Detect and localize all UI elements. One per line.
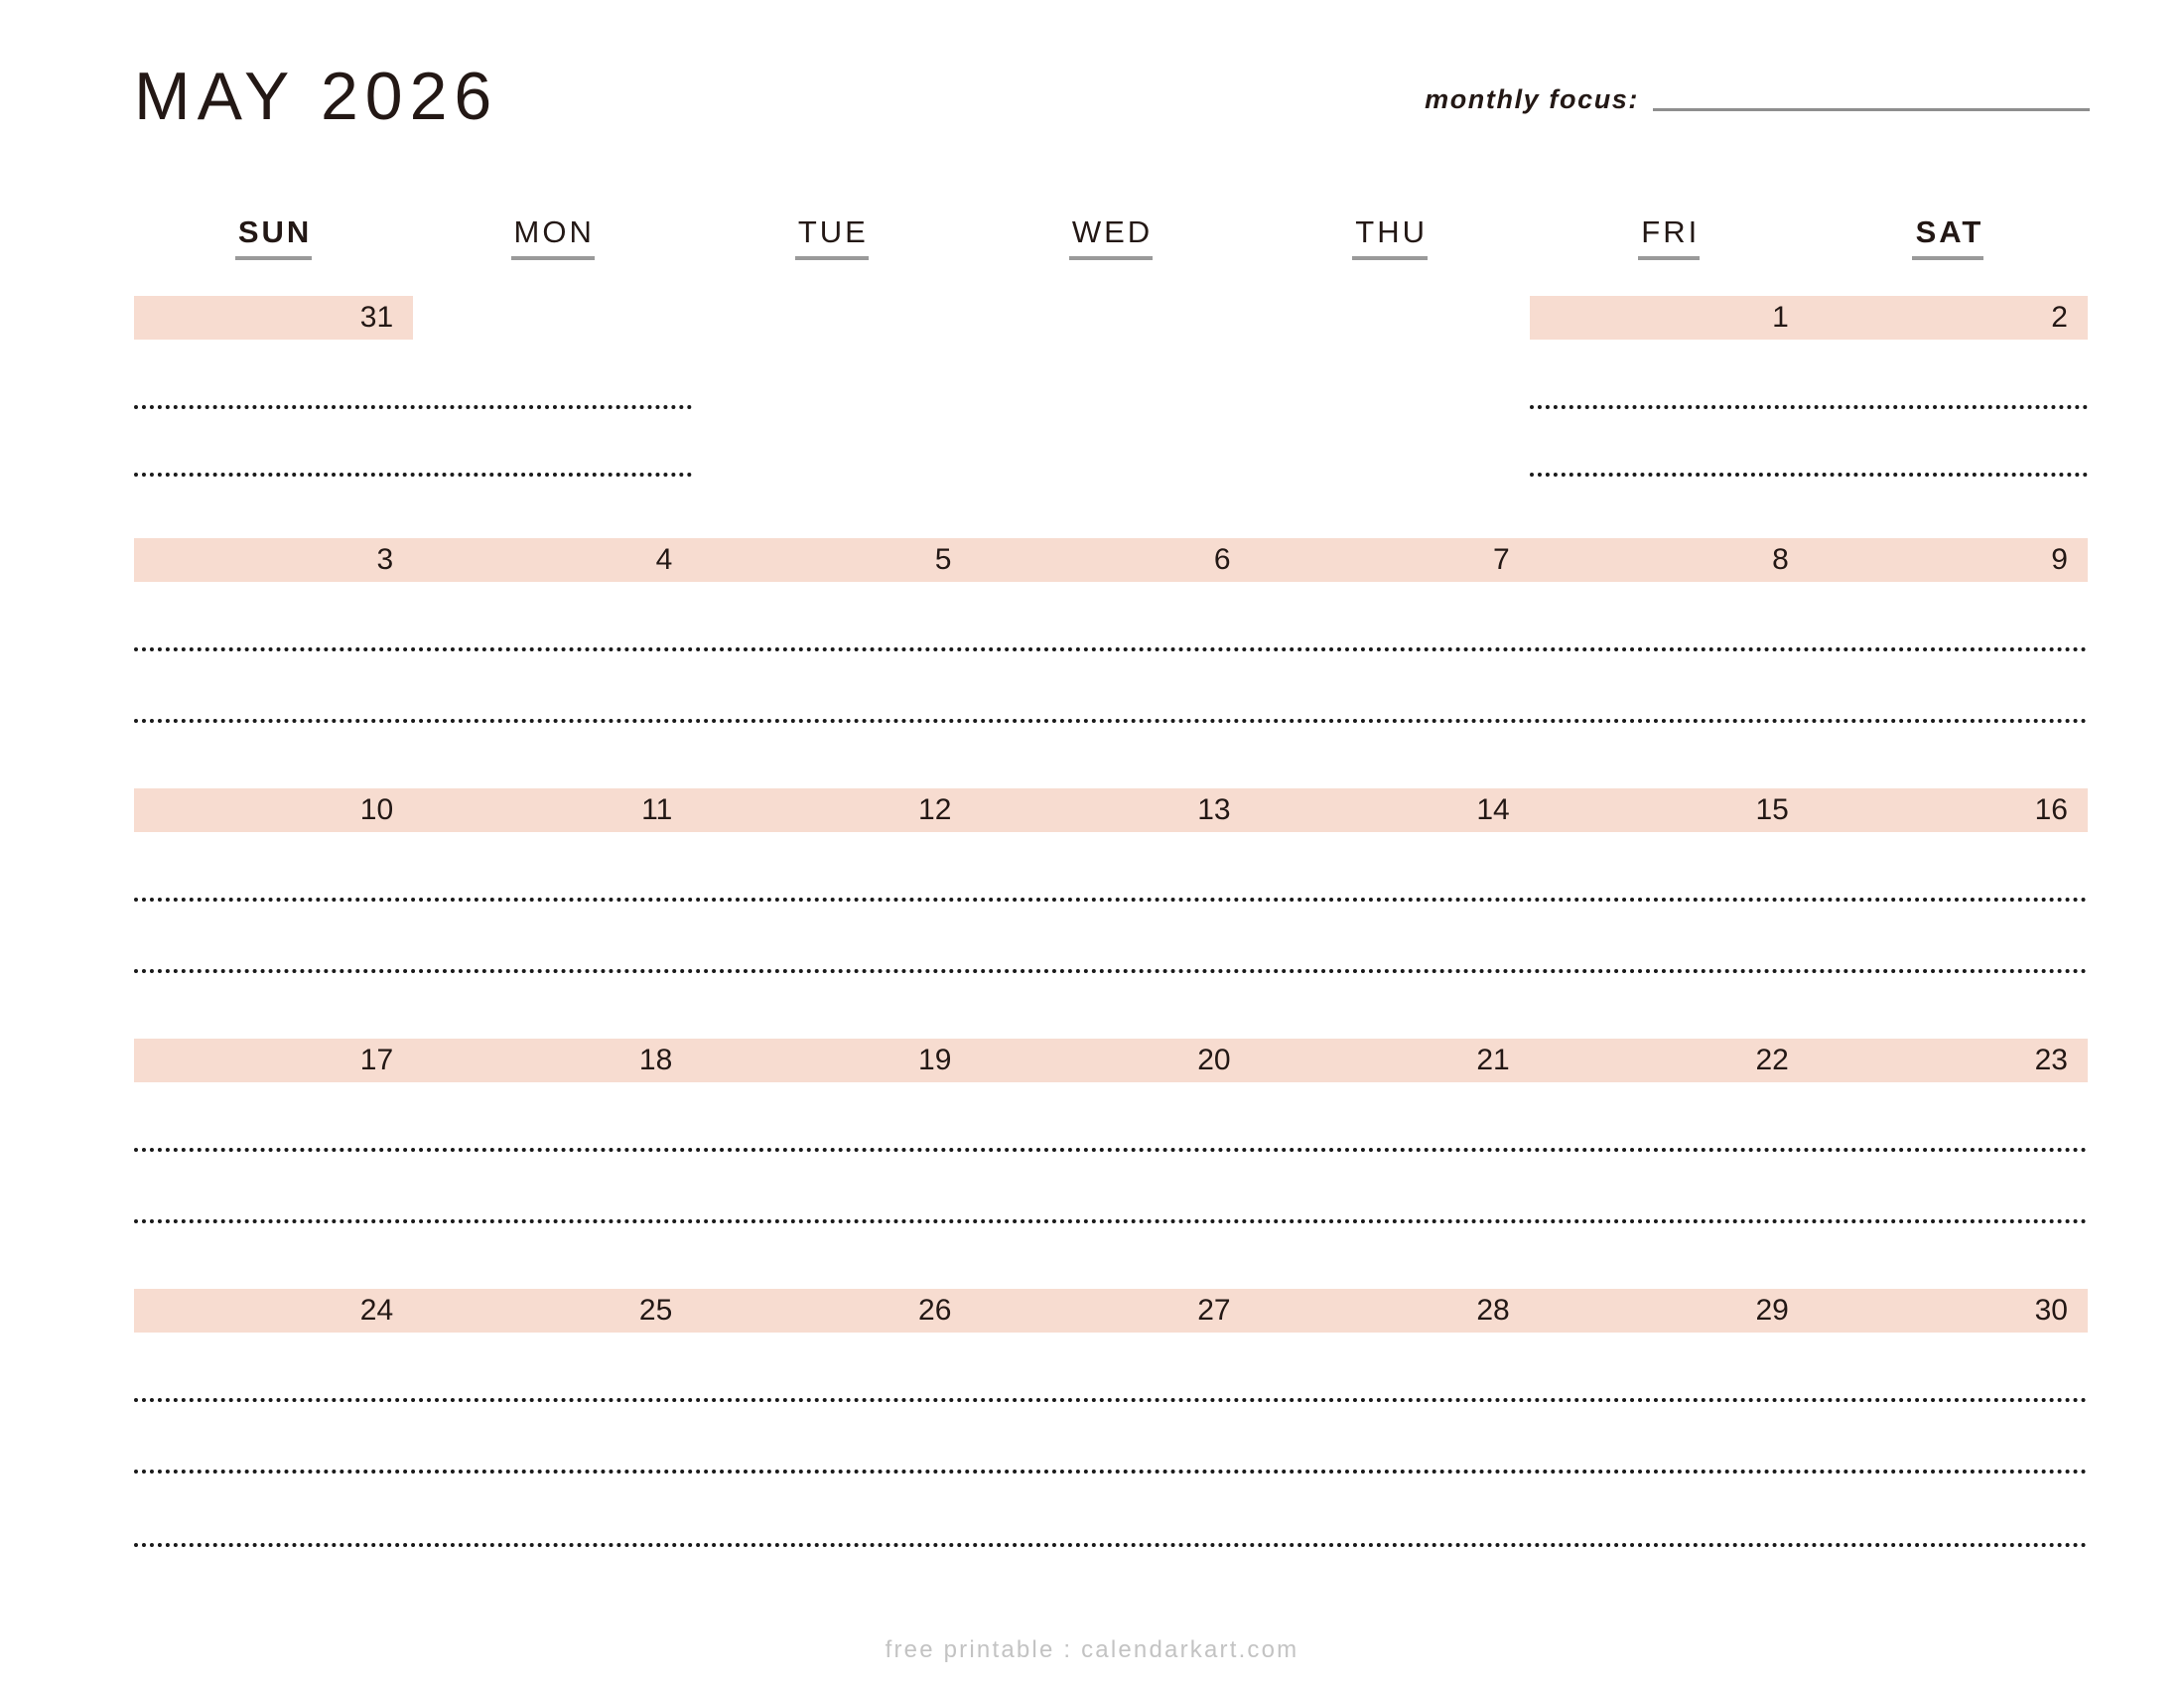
day-number: 19 — [918, 1044, 952, 1076]
note-line-spacer — [134, 1333, 2088, 1398]
week-dates-row — [134, 1039, 2088, 1082]
day-cell[interactable] — [971, 538, 1250, 582]
note-write-line[interactable] — [134, 473, 692, 477]
week-bottom-spacer — [134, 723, 2088, 788]
day-cell[interactable] — [692, 538, 971, 582]
day-number: 4 — [655, 543, 673, 576]
day-number: 9 — [2051, 543, 2068, 576]
day-number: 26 — [918, 1294, 952, 1327]
week-bottom-spacer — [134, 473, 2088, 538]
day-number: 23 — [2034, 1044, 2068, 1076]
weekday-underline — [1069, 256, 1153, 260]
day-number: 27 — [1197, 1294, 1231, 1327]
day-number: 12 — [918, 793, 952, 826]
day-cell[interactable] — [692, 788, 971, 832]
day-cell[interactable] — [971, 1039, 1250, 1082]
day-cell[interactable] — [1530, 788, 1809, 832]
day-cell-empty — [1251, 296, 1530, 340]
weekday-label: WED — [1071, 214, 1154, 249]
day-cell[interactable] — [134, 1039, 413, 1082]
day-number: 2 — [2051, 301, 2068, 334]
day-number: 24 — [359, 1294, 394, 1327]
day-cell[interactable] — [692, 1039, 971, 1082]
monthly-focus-group — [1425, 86, 2090, 115]
week-bottom-spacer — [134, 1223, 2088, 1289]
week-note-lines — [134, 340, 2088, 538]
weekday-underline — [1638, 256, 1700, 260]
weekday-label: THU — [1355, 214, 1428, 249]
day-cell[interactable] — [1251, 1039, 1530, 1082]
day-cell[interactable] — [134, 1289, 413, 1333]
day-number: 16 — [2034, 793, 2068, 826]
day-number: 21 — [1476, 1044, 1510, 1076]
weekday-header-wed — [971, 216, 1250, 260]
day-cell[interactable] — [971, 788, 1250, 832]
note-line-spacer — [134, 582, 2088, 647]
day-number: 5 — [934, 543, 952, 576]
note-line-spacer — [134, 651, 2088, 719]
day-cell[interactable] — [413, 1289, 692, 1333]
weekday-header-sun — [134, 216, 413, 260]
note-line-spacer — [134, 1402, 2088, 1470]
weekday-header-row — [134, 216, 2088, 260]
day-number: 31 — [359, 301, 394, 334]
day-number: 1 — [1772, 301, 1789, 334]
calendar-week-row — [134, 788, 2088, 1039]
day-cell[interactable] — [413, 1039, 692, 1082]
weekday-label: TUE — [797, 214, 869, 249]
day-cell[interactable] — [134, 788, 413, 832]
weekday-underline — [235, 256, 312, 260]
day-cell[interactable] — [1809, 538, 2088, 582]
week-dates-row — [134, 538, 2088, 582]
day-number: 28 — [1476, 1294, 1510, 1327]
note-line-spacer — [134, 1082, 2088, 1148]
footer-credit: free printable : calendarkart.com — [885, 1636, 1299, 1663]
week-dates-row — [134, 296, 2088, 340]
day-number: 14 — [1476, 793, 1510, 826]
day-cell[interactable] — [1251, 788, 1530, 832]
note-write-line[interactable] — [1530, 405, 2088, 409]
week-note-lines — [134, 832, 2088, 1039]
day-cell[interactable] — [1809, 788, 2088, 832]
day-cell[interactable] — [692, 1289, 971, 1333]
weekday-header-thu — [1251, 216, 1530, 260]
note-write-line[interactable] — [1530, 473, 2088, 477]
day-number: 13 — [1197, 793, 1231, 826]
weekday-header-mon — [413, 216, 692, 260]
calendar-week-row — [134, 296, 2088, 538]
weekday-header-tue — [692, 216, 971, 260]
day-number: 3 — [376, 543, 394, 576]
weekday-label: FRI — [1641, 214, 1701, 249]
note-line-spacer — [134, 1474, 2088, 1543]
day-number: 30 — [2034, 1294, 2068, 1327]
day-number: 25 — [638, 1294, 673, 1327]
day-cell[interactable] — [1530, 1289, 1809, 1333]
day-number: 6 — [1213, 543, 1231, 576]
week-note-lines — [134, 1082, 2088, 1289]
day-number: 7 — [1493, 543, 1510, 576]
note-line-spacer — [134, 832, 2088, 898]
day-number: 10 — [359, 793, 394, 826]
calendar-week-row — [134, 538, 2088, 788]
week-note-lines — [134, 1333, 2088, 1613]
day-number: 18 — [638, 1044, 673, 1076]
week-note-lines — [134, 582, 2088, 788]
week-bottom-spacer — [134, 973, 2088, 1039]
week-dates-row — [134, 788, 2088, 832]
weekday-label: SAT — [1915, 214, 1984, 249]
page-title: MAY 2026 — [134, 59, 499, 134]
day-cell[interactable] — [1251, 538, 1530, 582]
calendar-week-row — [134, 1289, 2088, 1613]
day-cell[interactable] — [971, 1289, 1250, 1333]
weekday-label: SUN — [237, 214, 313, 249]
day-number: 29 — [1755, 1294, 1789, 1327]
day-cell[interactable] — [1530, 1039, 1809, 1082]
weekday-underline — [1352, 256, 1428, 260]
weekday-underline — [1912, 256, 1983, 260]
day-cell[interactable] — [1809, 1289, 2088, 1333]
weekday-header-fri — [1530, 216, 1809, 260]
calendar-header — [134, 55, 2090, 164]
day-cell[interactable] — [413, 788, 692, 832]
monthly-focus-label: monthly focus: — [1425, 84, 1639, 114]
note-write-line[interactable] — [134, 405, 692, 409]
day-number: 17 — [359, 1044, 394, 1076]
day-cell[interactable] — [134, 538, 413, 582]
calendar-week-row — [134, 1039, 2088, 1289]
note-line-spacer — [134, 1152, 2088, 1219]
calendar-grid — [134, 296, 2088, 1613]
day-number: 11 — [641, 793, 673, 826]
day-cell[interactable] — [413, 538, 692, 582]
weekday-underline — [511, 256, 595, 260]
day-cell[interactable] — [1530, 538, 1809, 582]
day-cell-empty — [692, 296, 971, 340]
weekday-label: MON — [513, 214, 595, 249]
day-number: 8 — [1772, 543, 1789, 576]
day-cell[interactable] — [1530, 296, 1809, 340]
monthly-focus-input-line[interactable] — [1653, 108, 2090, 111]
day-number: 15 — [1755, 793, 1789, 826]
week-bottom-spacer — [134, 1547, 2088, 1613]
day-cell-empty — [413, 296, 692, 340]
day-cell[interactable] — [1251, 1289, 1530, 1333]
day-cell[interactable] — [134, 296, 413, 340]
day-number: 20 — [1197, 1044, 1231, 1076]
week-dates-row — [134, 1289, 2088, 1333]
day-number: 22 — [1755, 1044, 1789, 1076]
day-cell[interactable] — [1809, 296, 2088, 340]
day-cell[interactable] — [1809, 1039, 2088, 1082]
note-line-spacer — [134, 405, 2088, 473]
note-line-spacer — [134, 340, 2088, 405]
weekday-header-sat — [1809, 216, 2088, 260]
note-line-spacer — [134, 902, 2088, 969]
day-cell-empty — [971, 296, 1250, 340]
weekday-underline — [795, 256, 869, 260]
